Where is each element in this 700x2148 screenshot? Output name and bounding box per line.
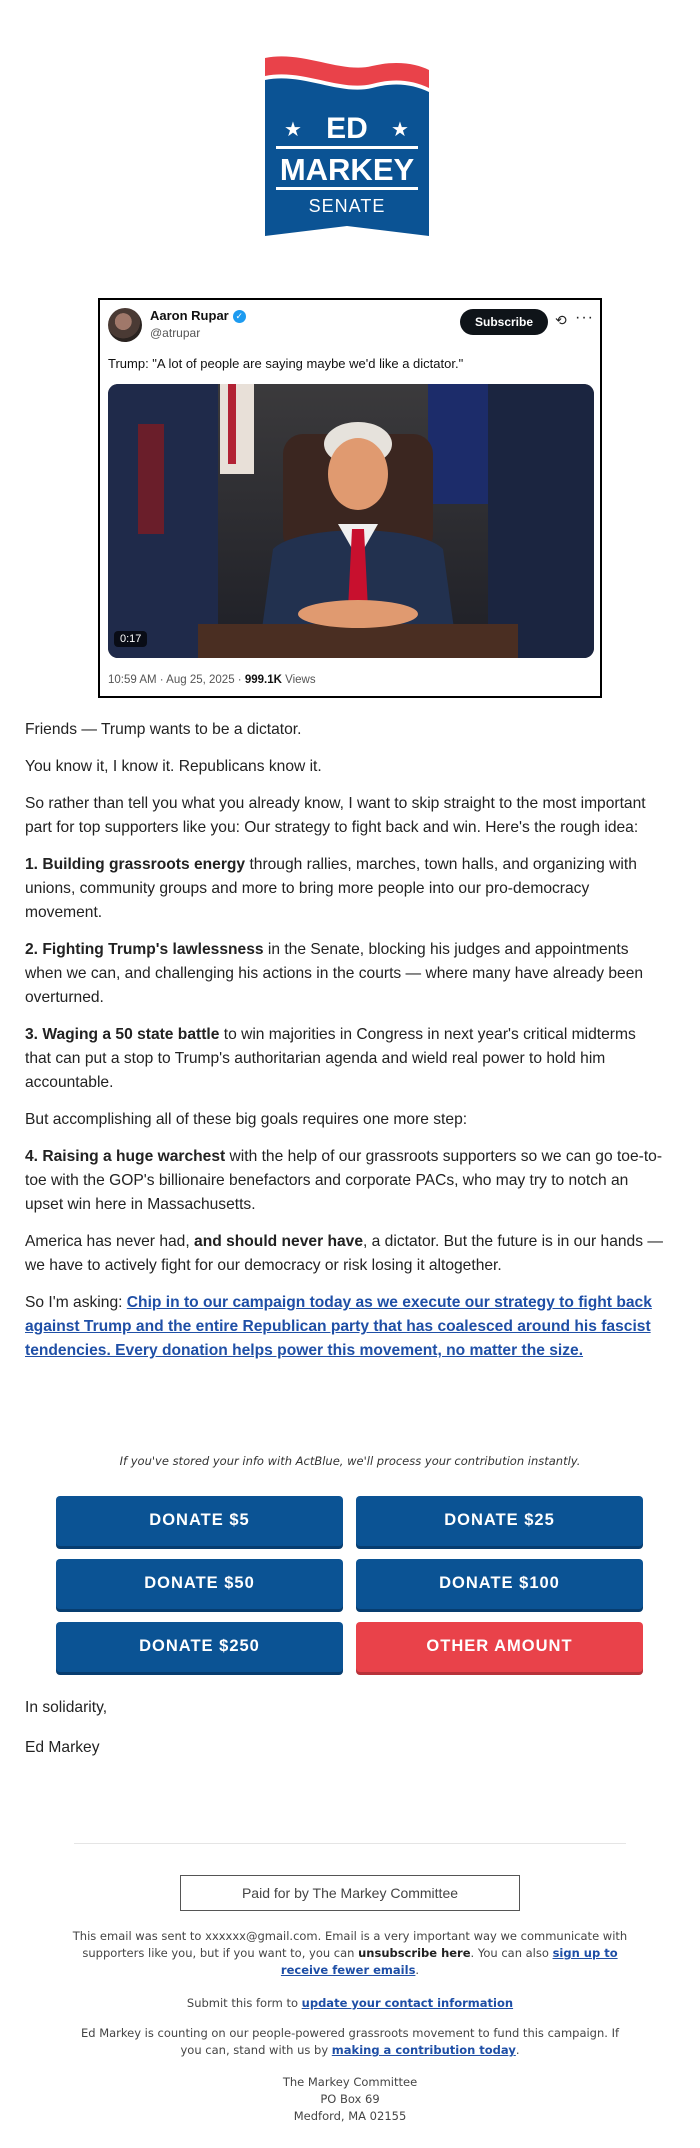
tweet-author-name-text: Aaron Rupar <box>150 308 229 323</box>
face <box>328 438 388 510</box>
donate-25-button[interactable]: DONATE $25 <box>356 1496 643 1546</box>
ask-text: So I'm asking: <box>25 1294 127 1311</box>
tweet-author-name[interactable] <box>150 308 246 323</box>
address-line-1: The Markey Committee <box>282 2075 418 2089</box>
dictator-bold: and should never have <box>194 1233 364 1250</box>
tweet-views-label: Views <box>281 674 316 686</box>
paragraph-strategy: So rather than tell you what you already know, I want to skip straight to the most important part for top supporters like you: Our strategy to fight back and win. Here's the rough idea: <box>25 795 646 836</box>
tweet-time-text: 10:59 AM · Aug 25, 2025 · <box>108 674 245 686</box>
paid-for-disclaimer: Paid for by The Markey Committee <box>180 1875 520 1911</box>
point-1-text: through rallies, marches, town halls, and organizing with unions, community groups and more to bring more people into our pro-democracy movement. <box>25 856 637 921</box>
paragraph-point-1 <box>25 853 665 925</box>
email-notice-text-b: . Email is a very important way we communicate with supporters like you, but if you want to, you can <box>82 1929 628 1960</box>
paragraph-dictator <box>25 1230 665 1278</box>
avatar[interactable] <box>108 308 142 342</box>
tweet-views-count: 999.1K <box>244 674 282 686</box>
update-contact-link[interactable]: update your contact information <box>301 1996 514 2010</box>
closing-signature: Ed Markey <box>25 1739 100 1756</box>
footer-update-contact <box>70 1995 630 2012</box>
paragraph-ask <box>25 1291 665 1363</box>
more-options-icon[interactable]: ··· <box>575 309 594 326</box>
recipient-email: xxxxxx@gmail.com <box>205 1929 318 1943</box>
logo-star-left: ★ <box>284 117 302 141</box>
point-3-text: to win majorities in Congress in next year's critical midterms that can put a stop to Trump's authoritarian agenda and wield real power to hold him accountable. <box>25 1026 636 1091</box>
unsubscribe-link[interactable]: unsubscribe here <box>358 1946 471 1960</box>
tweet-video[interactable] <box>108 384 594 658</box>
tweet-timestamp[interactable] <box>108 674 316 686</box>
update-contact-text: Submit this form to <box>186 1996 302 2010</box>
flag-blue <box>428 384 488 504</box>
address-line-2: PO Box 69 <box>320 2092 380 2106</box>
point-1-heading: 1. Building grassroots energy <box>25 856 246 873</box>
closing-solidarity: In solidarity, <box>25 1699 108 1716</box>
tweet-text: Trump: "A lot of people are saying maybe we'd like a dictator." <box>108 356 464 371</box>
video-thumbnail <box>108 384 594 658</box>
point-4-heading: 4. Raising a huge warchest <box>25 1148 226 1165</box>
paragraph-point-4 <box>25 1145 665 1217</box>
logo-senate: SENATE <box>308 196 386 216</box>
embedded-tweet[interactable] <box>98 298 602 698</box>
logo-rule-bottom <box>276 187 418 190</box>
point-2-heading: 2. Fighting Trump's lawlessness <box>25 941 264 958</box>
hands <box>298 600 418 628</box>
paragraph-intro: Friends — Trump wants to be a dictator. <box>25 721 302 738</box>
dictator-text-a: America has never had, <box>25 1233 195 1250</box>
other-amount-button[interactable]: OTHER AMOUNT <box>356 1622 643 1672</box>
paragraph-one-more-step: But accomplishing all of these big goals requires one more step: <box>25 1111 468 1128</box>
footer-address <box>70 2074 630 2125</box>
person-left-tie <box>138 424 164 534</box>
dictator-text-b: , a dictator. But the future is in our hands — we have to actively fight for our democracy or risk losing it altogether. <box>25 1233 663 1274</box>
verified-badge-icon: ✓ <box>233 310 246 323</box>
donate-250-button[interactable]: DONATE $250 <box>56 1622 343 1672</box>
grok-icon[interactable]: ⟲ <box>555 312 567 328</box>
actblue-note: If you've stored your info with ActBlue, we'll process your contribution instantly. <box>119 1454 581 1468</box>
logo-star-right: ★ <box>391 117 409 141</box>
desk <box>198 624 518 658</box>
footer-grassroots <box>70 2025 630 2059</box>
email-notice-text-a: This email was sent to <box>72 1929 206 1943</box>
email-notice-text-c: . You can also <box>470 1946 553 1960</box>
flag-white <box>220 384 254 474</box>
footer-email-notice <box>70 1928 630 1979</box>
contribution-link[interactable]: making a contribution today <box>331 2043 516 2057</box>
point-4-text: with the help of our grassroots supporters so we can go toe-to-toe with the GOP's billionaire benefactors and corporate PACs, who may try to notch an upset win here in Massachusetts. <box>25 1148 663 1213</box>
logo-rule-top <box>276 146 418 149</box>
point-2-text: in the Senate, blocking his judges and appointments when we can, and challenging his actions in the courts — where many have already been overturned. <box>25 941 644 1006</box>
donate-100-button[interactable]: DONATE $100 <box>356 1559 643 1609</box>
fewer-emails-link[interactable]: sign up to receive fewer emails <box>280 1946 618 1977</box>
flag-stripe <box>228 384 236 464</box>
grassroots-text: Ed Markey is counting on our people-powered grassroots movement to fund this campaign. If you can, stand with us by <box>80 2026 620 2057</box>
logo-ed: ED <box>326 112 368 145</box>
subscribe-button[interactable]: Subscribe <box>460 309 548 335</box>
paragraph-point-3 <box>25 1023 665 1095</box>
video-duration: 0:17 <box>114 631 147 647</box>
footer-divider <box>74 1843 626 1844</box>
address-line-3: Medford, MA 02155 <box>293 2109 407 2123</box>
paragraph-know-it: You know it, I know it. Republicans know it. <box>25 758 322 775</box>
donate-50-button[interactable]: DONATE $50 <box>56 1559 343 1609</box>
tweet-author-handle[interactable]: @atrupar <box>150 326 201 340</box>
donate-5-button[interactable]: DONATE $5 <box>56 1496 343 1546</box>
chip-in-link[interactable]: Chip in to our campaign today as we execute our strategy to fight back against Trump and the entire Republican party that has coalesced around his fascist tendencies. Every donation helps power this movement, no matter the size. <box>25 1294 652 1359</box>
person-right <box>488 384 594 658</box>
paragraph-point-2 <box>25 938 665 1010</box>
email-body <box>25 718 665 1376</box>
email-notice-text-d: . <box>415 1963 420 1977</box>
logo-svg <box>262 56 432 238</box>
grassroots-text-end: . <box>515 2043 520 2057</box>
point-3-heading: 3. Waging a 50 state battle <box>25 1026 220 1043</box>
ed-markey-senate-logo <box>262 56 432 238</box>
logo-markey: MARKEY <box>279 152 415 187</box>
